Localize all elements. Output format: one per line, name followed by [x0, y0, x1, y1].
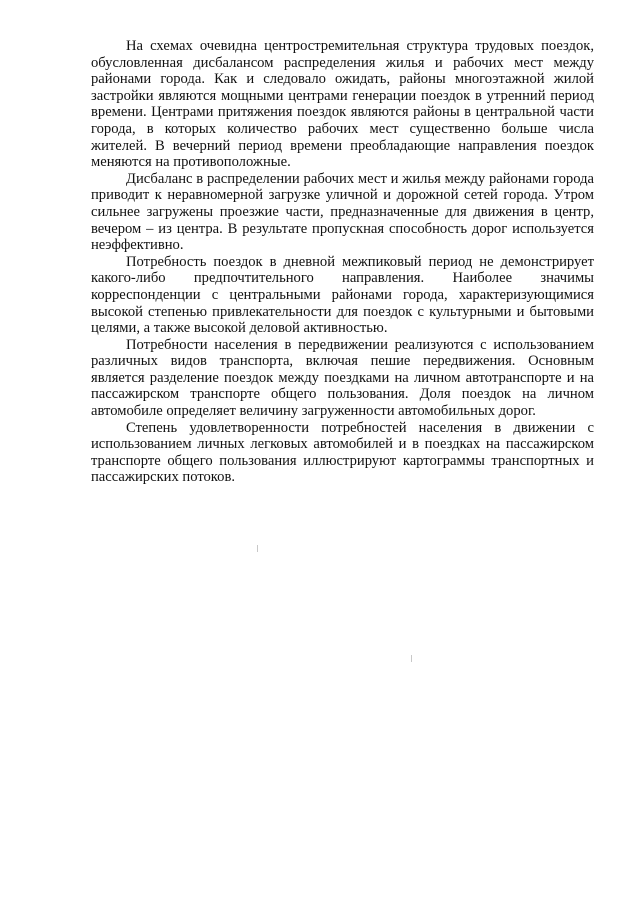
paragraph-transport-modes: Потребности населения в передвижении реализуются с использованием различных видов транспорта, включая пешие передвижения. Основным является разделение поездок между поездками на личном автотранспорте и на пассажирском транспорте общего пользования. Доля поездок на личном автомобиле определяет величину загруженности автомобильных дорог.: [91, 336, 594, 420]
paragraph-cartograms: Степень удовлетворенности потребностей населения в движении с использованием личных легковых автомобилей и в поездках на пассажирском транспорте общего пользования иллюстрируют картограммы транспортных и пассажирских потоков.: [91, 419, 594, 486]
paragraph-trip-structure: На схемах очевидна центростремительная структура трудовых поездок, обусловленная дисбалансом распределения жилья и рабочих мест между районами города. Как и следовало ожидать, районы многоэтажной жилой застройки являются мощными центрами генерации поездок в утренний период времени. Центрами притяжения поездок являются районы в центральной части города, в которых количество рабочих мест существенно больше числа жителей. В вечерний период времени преобладающие направления поездок меняются на противоположные.: [91, 38, 594, 171]
paragraph-offpeak-demand: Потребность поездок в дневной межпиковый период не демонстрирует какого-либо предпочтительного направления. Наиболее значимы корреспонденции с центральными районами города, характеризующимися высокой степенью привлекательности для поездок с культурными и бытовыми целями, а также высокой деловой активностью.: [91, 253, 594, 337]
scan-speck: [411, 655, 412, 662]
paragraph-imbalance: Дисбаланс в распределении рабочих мест и жилья между районами города приводит к неравномерной загрузке уличной и дорожной сетей города. Утром сильнее загружены проезжие части, предназначенные для движения в центр, вечером – из центра. В результате пропускная способность дорог используется неэффективно.: [91, 170, 594, 254]
body-text: [91, 38, 594, 486]
scan-speck: [257, 545, 258, 552]
